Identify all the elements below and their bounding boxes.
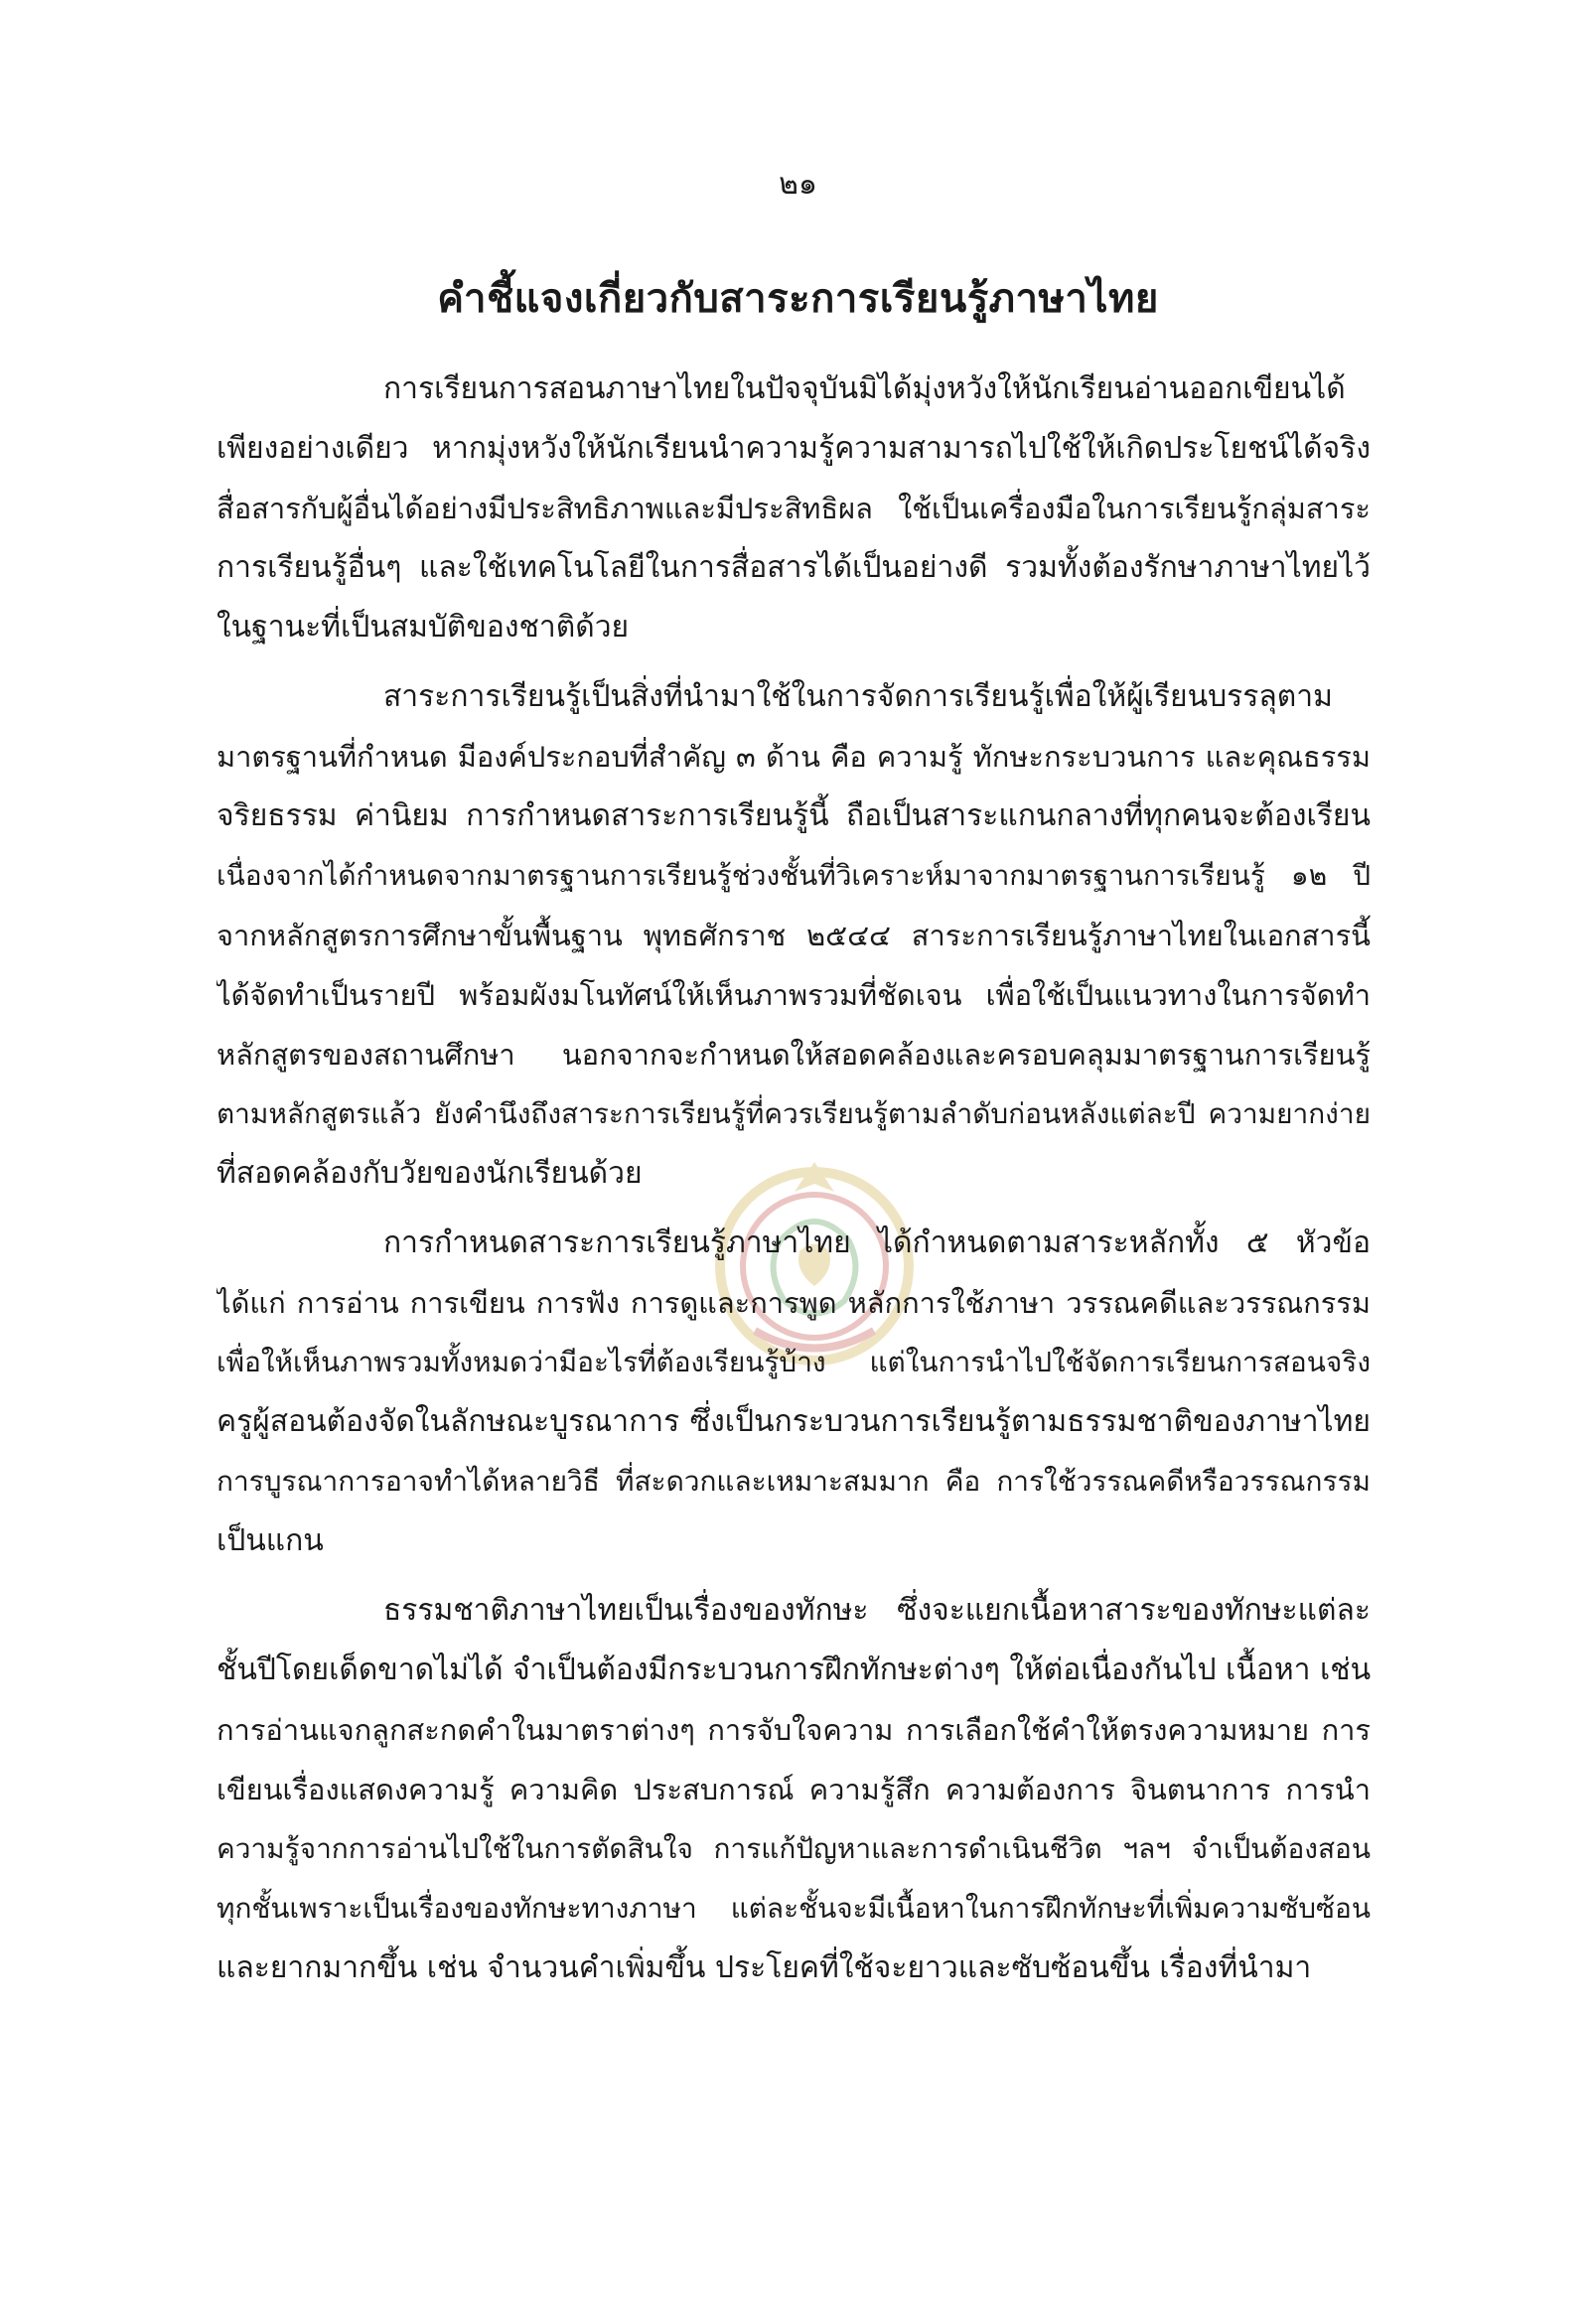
text-line: เพื่อให้เห็นภาพรวมทั้งหมดว่ามีอะไรที่ต้องเรียนรู้บ้าง แต่ในการนำไปใช้จัดการเรียนการสอนจริง [217, 1346, 1371, 1378]
text-line: การอ่านแจกลูกสะกดคำในมาตราต่างๆ การจับใจความ การเลือกใช้คำให้ตรงความหมาย การ [217, 1713, 1371, 1747]
text-line: หลักสูตรของสถานศึกษา นอกจากจะกำหนดให้สอดคล้องและครอบคลุมมาตรฐานการเรียนรู้ [217, 1038, 1371, 1072]
text-line: การกำหนดสาระการเรียนรู้ภาษาไทย ได้กำหนดตามสาระหลักทั้ง ๕ หัวข้อ [383, 1225, 1371, 1260]
text-line: สาระการเรียนรู้เป็นสิ่งที่นำมาใช้ในการจัดการเรียนรู้เพื่อให้ผู้เรียนบรรลุตาม [383, 679, 1333, 714]
text-line: ตามหลักสูตรแล้ว ยังคำนึงถึงสาระการเรียนรู้ที่ควรเรียนรู้ตามลำดับก่อนหลังแต่ละปี ความยากง่าย [217, 1097, 1371, 1130]
text-line: ธรรมชาติภาษาไทยเป็นเรื่องของทักษะ ซึ่งจะแยกเนื้อหาสาระของทักษะแต่ละ [383, 1593, 1371, 1628]
text-line: ทุกชั้นเพราะเป็นเรื่องของทักษะทางภาษา แต่ละชั้นจะมีเนื้อหาในการฝึกทักษะที่เพิ่มความซับซ้อน [217, 1892, 1371, 1925]
text-line: จริยธรรม ค่านิยม การกำหนดสาระการเรียนรู้นี้ ถือเป็นสาระแกนกลางที่ทุกคนจะต้องเรียน [217, 798, 1371, 833]
text-line: เพียงอย่างเดียว หากมุ่งหวังให้นักเรียนนำความรู้ความสามารถไปใช้ให้เกิดประโยชน์ได้จริง [217, 431, 1371, 466]
document-title: คำชี้แจงเกี่ยวกับสาระการเรียนรู้ภาษาไทย [437, 275, 1159, 322]
text-line: และยากมากขึ้น เช่น จำนวนคำเพิ่มขึ้น ประโยคที่ใช้จะยาวและซับซ้อนขึ้น เรื่องที่นำมา [217, 1950, 1312, 1985]
text-line: การบูรณาการอาจทำได้หลายวิธี ที่สะดวกและเหมาะสมมาก คือ การใช้วรรณคดีหรือวรรณกรรม [217, 1465, 1371, 1498]
text-line: การเรียนรู้อื่นๆ และใช้เทคโนโลยีในการสื่อสารได้เป็นอย่างดี รวมทั้งต้องรักษาภาษาไทยไว้ [217, 550, 1371, 585]
text-line: เขียนเรื่องแสดงความรู้ ความคิด ประสบการณ์ ความรู้สึก ความต้องการ จินตนาการ การนำ [217, 1773, 1371, 1806]
text-line: สื่อสารกับผู้อื่นได้อย่างมีประสิทธิภาพและมีประสิทธิผล ใช้เป็นเครื่องมือในการเรียนรู้กลุ่มสาระ [217, 492, 1371, 525]
text-line: ความรู้จากการอ่านไปใช้ในการตัดสินใจ การแก้ปัญหาและการดำเนินชีวิต ฯลฯ จำเป็นต้องสอน [217, 1832, 1371, 1865]
text-line: ได้แก่ การอ่าน การเขียน การฟัง การดูและการพูด หลักการใช้ภาษา วรรณคดีและวรรณกรรม [217, 1286, 1371, 1320]
page-number: ๒๑ [779, 167, 817, 202]
text-line: จากหลักสูตรการศึกษาขั้นพื้นฐาน พุทธศักราช ๒๕๔๔ สาระการเรียนรู้ภาษาไทยในเอกสารนี้ [217, 919, 1371, 952]
text-line: มาตรฐานที่กำหนด มีองค์ประกอบที่สำคัญ ๓ ด้าน คือ ความรู้ ทักษะกระบวนการ และคุณธรรม [217, 740, 1371, 774]
text-line: ในฐานะที่เป็นสมบัติของชาติด้วย [217, 610, 630, 645]
text-line: ครูผู้สอนต้องจัดในลักษณะบูรณาการ ซึ่งเป็นกระบวนการเรียนรู้ตามธรรมชาติของภาษาไทย [217, 1404, 1371, 1439]
text-line: เนื่องจากได้กำหนดจากมาตรฐานการเรียนรู้ช่วงชั้นที่วิเคราะห์มาจากมาตรฐานการเรียนรู้ ๑๒ ปี [217, 859, 1371, 892]
text-line: ชั้นปีโดยเด็ดขาดไม่ได้ จำเป็นต้องมีกระบวนการฝึกทักษะต่างๆ ให้ต่อเนื่องกันไป เนื้อหา เช่น [217, 1653, 1371, 1687]
text-line: การเรียนการสอนภาษาไทยในปัจจุบันมิได้มุ่งหวังให้นักเรียนอ่านออกเขียนได้ [383, 371, 1346, 406]
text-line: ที่สอดคล้องกับวัยของนักเรียนด้วย [217, 1156, 643, 1191]
text-line: ได้จัดทำเป็นรายปี พร้อมผังมโนทัศน์ให้เห็นภาพรวมที่ชัดเจน เพื่อใช้เป็นแนวทางในการจัดทำ [217, 978, 1371, 1012]
text-line: เป็นแกน [217, 1523, 324, 1558]
